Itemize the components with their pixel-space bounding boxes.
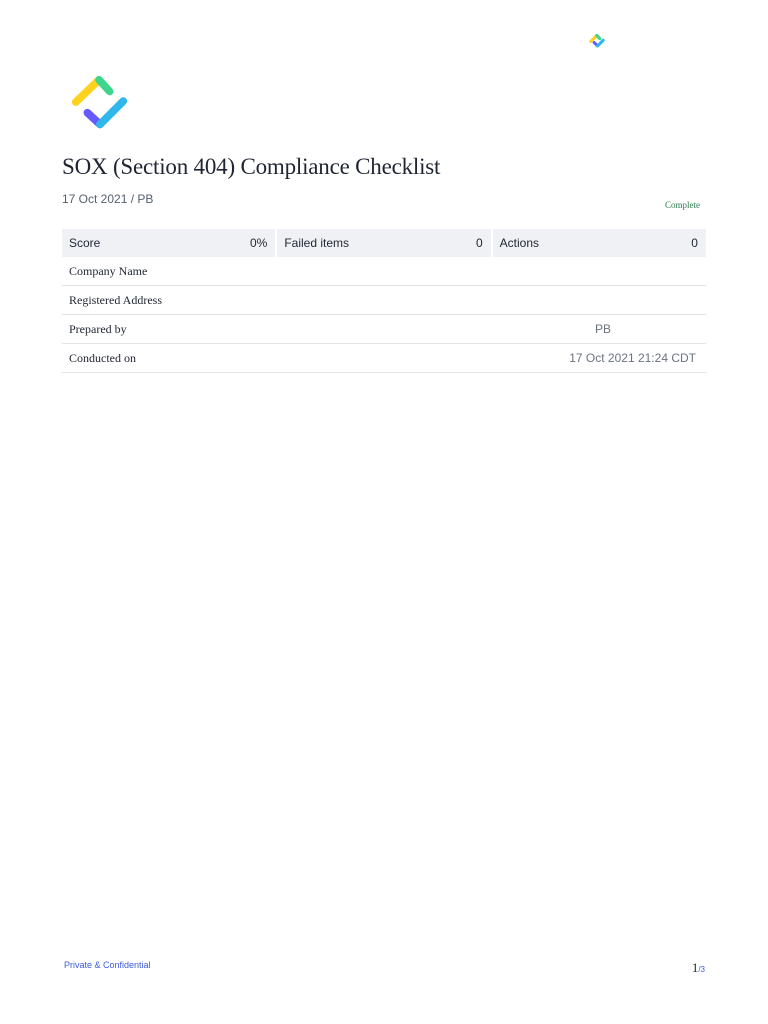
- score-value: 0%: [249, 236, 268, 250]
- actions-label: Actions: [499, 236, 540, 250]
- meta-separator: /: [127, 192, 138, 206]
- detail-row-conducted-on: [62, 344, 706, 373]
- header-logo-icon: [588, 33, 606, 51]
- detail-label: Conducted on: [69, 350, 136, 365]
- score-label: Score: [69, 236, 101, 250]
- document-title: SOX (Section 404) Compliance Checklist: [62, 154, 441, 179]
- detail-row-prepared-by: [62, 315, 706, 344]
- page-indicator: [692, 959, 705, 977]
- failed-items-label: Failed items: [284, 236, 350, 250]
- summary-bar: [62, 229, 706, 257]
- detail-label: Company Name: [69, 263, 148, 278]
- failed-items-value: 0: [475, 236, 483, 250]
- detail-value: PB: [595, 322, 612, 336]
- brand-logo-icon: [68, 74, 132, 136]
- score-summary: [62, 229, 275, 257]
- failed-items-summary: [277, 229, 490, 257]
- page-current: 1: [691, 960, 699, 975]
- document-meta: [62, 192, 153, 206]
- detail-row-registered-address: [62, 286, 706, 315]
- actions-value: 0: [691, 236, 698, 250]
- status-badge: Complete: [665, 200, 700, 210]
- document-date: 17 Oct 2021: [62, 192, 128, 206]
- document-author: PB: [137, 192, 154, 206]
- detail-label: Prepared by: [69, 321, 127, 336]
- confidentiality-note: Private & Confidential: [64, 960, 151, 970]
- actions-summary: [493, 229, 706, 257]
- detail-row-company-name: [62, 257, 706, 286]
- page-total: /3: [698, 965, 705, 974]
- detail-value: 17 Oct 2021 21:24 CDT: [569, 351, 696, 365]
- details-table: [62, 257, 706, 373]
- detail-label: Registered Address: [69, 292, 162, 307]
